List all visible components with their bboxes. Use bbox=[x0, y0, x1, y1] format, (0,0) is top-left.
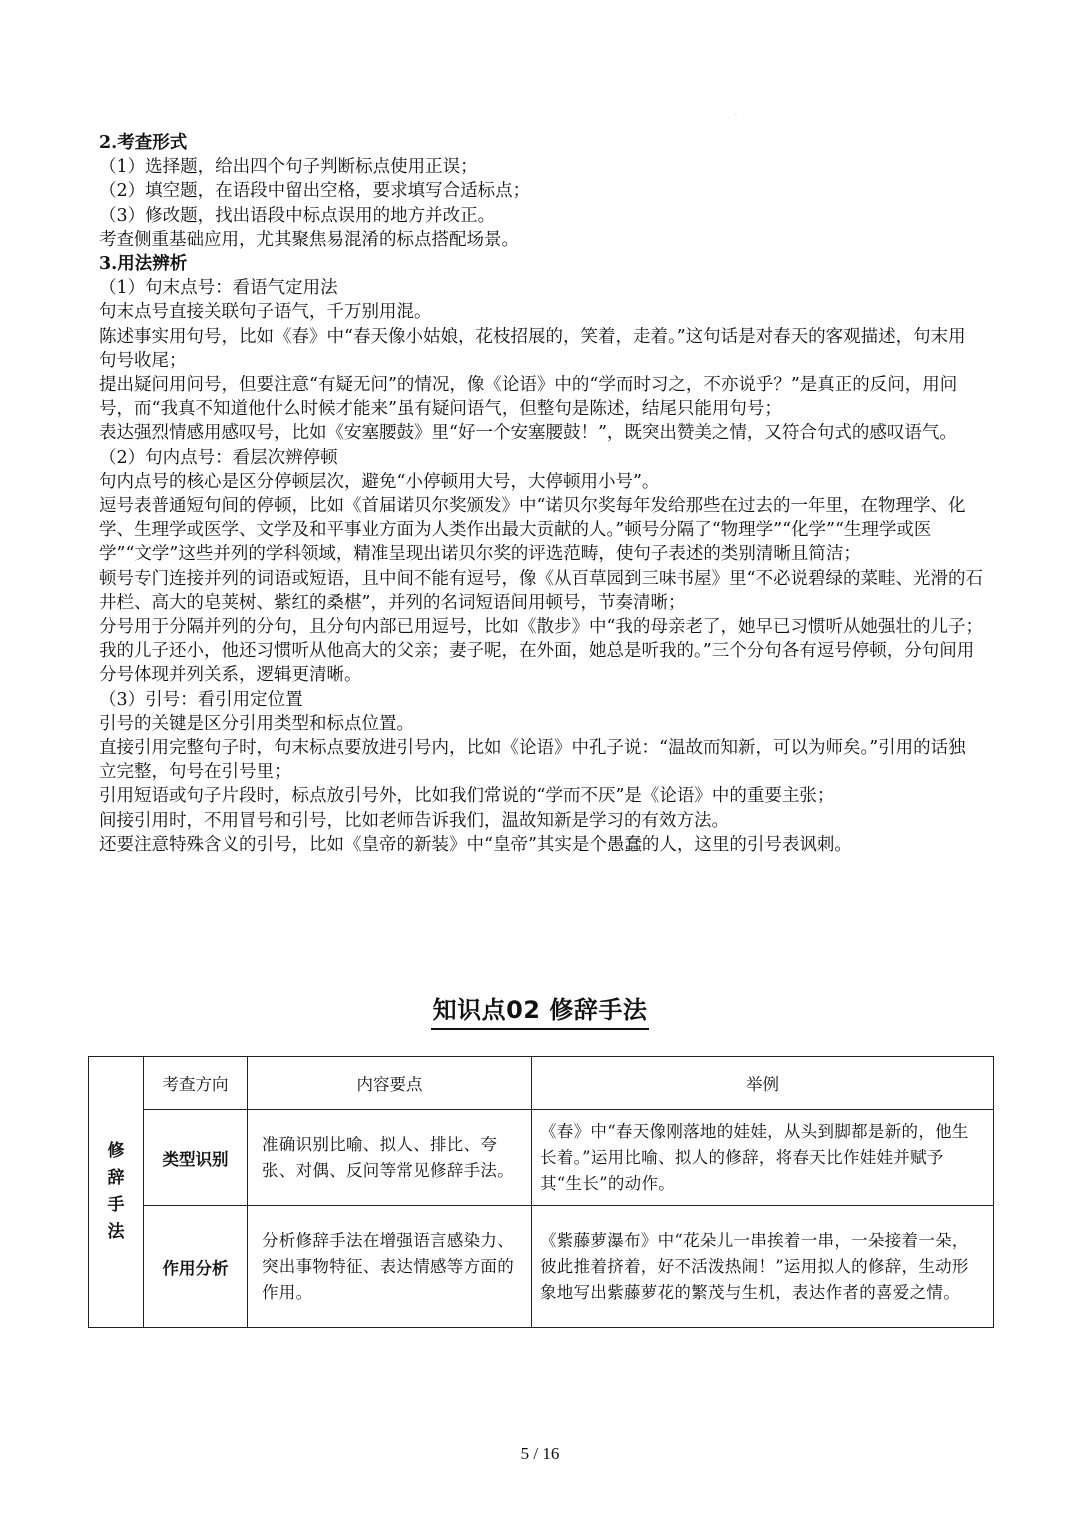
paragraph: 提出疑问用问号，但要注意“有疑无问”的情况，像《论语》中的“学而时习之，不亦说乎？”是真正的反问，用问号，而“我真不知道他什么时候才能来”虽有疑问语气，但整句是陈述，结尾只能用句号； bbox=[99, 375, 958, 420]
row-direction: 作用分析 bbox=[144, 1206, 248, 1328]
paragraph: （1）句末点号：看语气定用法 bbox=[99, 278, 338, 299]
paragraph: （3）引号：看引用定位置 bbox=[99, 689, 303, 710]
page-number: 5 / 16 bbox=[520, 1444, 560, 1463]
heading-usage-analysis: 3.用法辨析 bbox=[99, 254, 188, 275]
knowledge-point-title: 知识点02 修辞手法 bbox=[431, 993, 650, 1030]
paragraph: 直接引用完整句子时，句末标点要放进引号内，比如《论语》中孔子说：“温故而知新，可以为师矣。”引用的话独立完整，句号在引号里； bbox=[99, 738, 966, 783]
paragraph: 顿号专门连接并列的词语或短语，且中间不能有逗号，像《从百草园到三味书屋》里“不必说碧绿的菜畦、光滑的石井栏、高大的皂荚树、紫红的桑椹”，并列的名词短语间用顿号，节奏清晰； bbox=[99, 568, 983, 613]
document-body bbox=[99, 131, 983, 857]
table-header-row bbox=[89, 1057, 994, 1110]
paragraph: 引用短语或句子片段时，标点放引号外，比如我们常说的“学而不厌”是《论语》中的重要主张； bbox=[99, 786, 835, 807]
paragraph: 表达强烈情感用感叹号，比如《安塞腰鼓》里“好一个安塞腰鼓！”，既突出赞美之情，又符合句式的感叹语气。 bbox=[99, 423, 957, 444]
row-content: 准确识别比喻、拟人、排比、夸张、对偶、反问等常见修辞手法。 bbox=[248, 1110, 532, 1206]
rhetoric-table bbox=[88, 1056, 994, 1328]
heading-exam-form: 2.考查形式 bbox=[99, 133, 188, 153]
paragraph: （3）修改题，找出语段中标点误用的地方并改正。 bbox=[99, 205, 496, 226]
header-example: 举例 bbox=[532, 1057, 994, 1110]
paragraph: （1）选择题，给出四个句子判断标点使用正误； bbox=[99, 157, 478, 178]
row-example: 《紫藤萝瀑布》中“花朵儿一串挨着一串，一朵接着一朵，彼此推着挤着，好不活泼热闹！”运用拟人的修辞，生动形象地写出紫藤萝花的繁茂与生机，表达作者的喜爱之情。 bbox=[532, 1206, 994, 1328]
paragraph: 句末点号直接关联句子语气，千万别用混。 bbox=[99, 302, 432, 323]
header-direction: 考查方向 bbox=[144, 1057, 248, 1110]
table-side-label bbox=[89, 1057, 144, 1328]
scan-speck: · bbox=[735, 112, 737, 119]
paragraph: 引号的关键是区分引用类型和标点位置。 bbox=[99, 713, 414, 734]
table-row bbox=[89, 1206, 994, 1328]
row-direction: 类型识别 bbox=[144, 1110, 248, 1206]
paragraph: （2）填空题，在语段中留出空格，要求填写合适标点； bbox=[99, 181, 531, 202]
row-example: 《春》中“春天像刚落地的娃娃，从头到脚都是新的，他生长着。”运用比喻、拟人的修辞，将春天比作娃娃并赋予其“生长”的动作。 bbox=[532, 1110, 994, 1206]
table-row bbox=[89, 1110, 994, 1206]
header-content: 内容要点 bbox=[248, 1057, 532, 1110]
paragraph: 还要注意特殊含义的引号，比如《皇帝的新装》中“皇帝”其实是个愚蠢的人，这里的引号表讽刺。 bbox=[99, 834, 852, 855]
paragraph: （2）句内点号：看层次辨停顿 bbox=[99, 447, 338, 468]
row-content: 分析修辞手法在增强语言感染力、突出事物特征、表达情感等方面的作用。 bbox=[248, 1206, 532, 1328]
side-label-text: 修辞手法 bbox=[107, 1141, 125, 1242]
paragraph: 句内点号的核心是区分停顿层次，避免“小停顿用大号，大停顿用小号”。 bbox=[99, 471, 660, 492]
paragraph: 陈述事实用句号，比如《春》中“春天像小姑娘，花枝招展的，笑着，走着。”这句话是对春天的客观描述，句末用句号收尾； bbox=[99, 326, 966, 371]
paragraph: 间接引用时，不用冒号和引号，比如老师告诉我们，温故知新是学习的有效方法。 bbox=[99, 810, 729, 831]
paragraph: 考查侧重基础应用，尤其聚焦易混淆的标点搭配场景。 bbox=[99, 229, 519, 250]
paragraph: 分号用于分隔并列的分句，且分句内部已用逗号，比如《散步》中“我的母亲老了，她早已习惯听从她强壮的儿子；我的儿子还小，他还习惯听从他高大的父亲；妻子呢，在外面，她总是听我的。”三个分句各有逗号停顿，分句间用分号体现并列关系，逻辑更清晰。 bbox=[99, 617, 983, 686]
paragraph: 逗号表普通短句间的停顿，比如《首届诺贝尔奖颁发》中“诺贝尔奖每年发给那些在过去的一年里，在物理学、化学、生理学或医学、文学及和平事业方面为人类作出最大贡献的人。”顿号分隔了“物理学”“化学”“生理学或医学”“文学”这些并列的学科领域，精准呈现出诺贝尔奖的评选范畴，使句子表述的类别清晰且简洁； bbox=[99, 496, 966, 565]
knowledge-point-title-wrap bbox=[0, 993, 1080, 1030]
